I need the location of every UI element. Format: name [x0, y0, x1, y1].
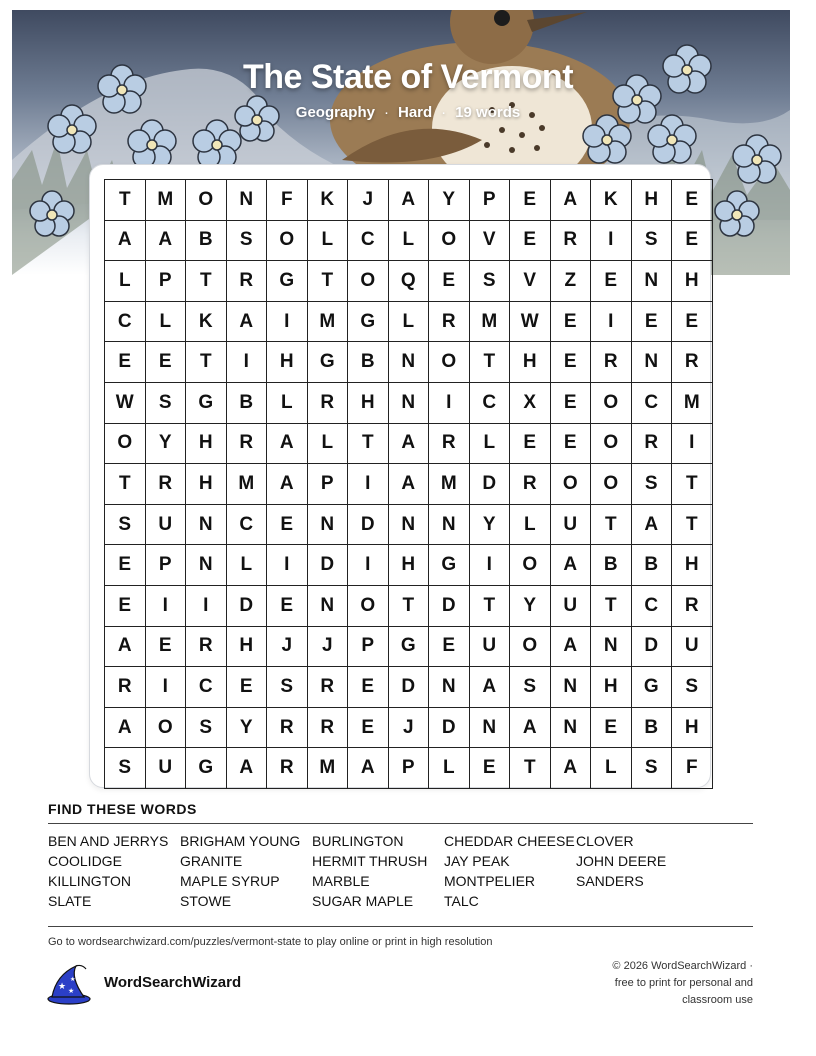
grid-cell[interactable]: I: [186, 585, 227, 626]
grid-cell[interactable]: D: [631, 626, 672, 667]
word-list-item: JAY PEAK: [444, 853, 510, 869]
grid-cell[interactable]: P: [145, 545, 186, 586]
svg-text:★: ★: [70, 976, 76, 983]
word-list-item: STOWE: [180, 893, 232, 909]
grid-cell[interactable]: L: [105, 261, 146, 302]
grid-row: [105, 301, 713, 342]
grid-cell[interactable]: S: [267, 667, 308, 708]
grid-cell[interactable]: G: [429, 545, 470, 586]
grid-cell[interactable]: N: [469, 707, 510, 748]
grid-cell[interactable]: J: [267, 626, 308, 667]
difficulty-label: Hard: [397, 104, 433, 121]
grid-cell[interactable]: H: [267, 342, 308, 383]
grid-cell[interactable]: E: [591, 261, 632, 302]
word-list-heading: FIND THESE WORDS: [48, 801, 197, 817]
grid-cell[interactable]: T: [388, 585, 429, 626]
grid-cell[interactable]: A: [226, 748, 267, 789]
grid-cell[interactable]: D: [307, 545, 348, 586]
grid-cell[interactable]: R: [186, 626, 227, 667]
grid-cell[interactable]: W: [510, 301, 551, 342]
grid-cell[interactable]: T: [348, 423, 389, 464]
grid-cell[interactable]: L: [145, 301, 186, 342]
grid-cell[interactable]: G: [307, 342, 348, 383]
grid-cell[interactable]: R: [105, 667, 146, 708]
grid-cell[interactable]: R: [591, 342, 632, 383]
grid-cell[interactable]: L: [388, 220, 429, 261]
grid-row: [105, 504, 713, 545]
grid-cell[interactable]: R: [267, 748, 308, 789]
grid-cell[interactable]: B: [348, 342, 389, 383]
grid-cell[interactable]: B: [631, 707, 672, 748]
word-list-item: SANDERS: [576, 873, 644, 889]
grid-cell[interactable]: W: [105, 382, 146, 423]
grid-cell[interactable]: A: [469, 667, 510, 708]
grid-row: [105, 180, 713, 221]
grid-cell[interactable]: E: [550, 382, 591, 423]
grid-cell[interactable]: O: [429, 342, 470, 383]
grid-cell[interactable]: A: [388, 180, 429, 221]
grid-cell[interactable]: N: [631, 342, 672, 383]
grid-cell[interactable]: I: [145, 585, 186, 626]
grid-row: [105, 707, 713, 748]
grid-cell[interactable]: R: [307, 382, 348, 423]
grid-cell[interactable]: N: [388, 504, 429, 545]
grid-cell[interactable]: E: [672, 301, 713, 342]
grid-cell[interactable]: E: [429, 261, 470, 302]
grid-cell[interactable]: J: [348, 180, 389, 221]
grid-cell[interactable]: N: [429, 667, 470, 708]
grid-cell[interactable]: O: [105, 423, 146, 464]
grid-cell[interactable]: E: [267, 585, 308, 626]
grid-cell[interactable]: S: [510, 667, 551, 708]
word-list-item: MARBLE: [312, 873, 370, 889]
grid-cell[interactable]: U: [672, 626, 713, 667]
word-list-item: BURLINGTON: [312, 833, 404, 849]
word-list-item: MAPLE SYRUP: [180, 873, 280, 889]
grid-cell[interactable]: S: [145, 382, 186, 423]
grid-cell[interactable]: M: [429, 464, 470, 505]
grid-cell[interactable]: U: [550, 585, 591, 626]
grid-cell[interactable]: R: [550, 220, 591, 261]
grid-cell[interactable]: P: [469, 180, 510, 221]
grid-cell[interactable]: M: [672, 382, 713, 423]
grid-cell[interactable]: C: [631, 382, 672, 423]
grid-cell[interactable]: L: [591, 748, 632, 789]
grid-cell[interactable]: Y: [429, 180, 470, 221]
grid-cell[interactable]: F: [672, 748, 713, 789]
grid-cell[interactable]: R: [672, 342, 713, 383]
grid-cell[interactable]: E: [348, 707, 389, 748]
grid-cell[interactable]: O: [591, 382, 632, 423]
word-list-item: SUGAR MAPLE: [312, 893, 414, 909]
grid-cell[interactable]: D: [388, 667, 429, 708]
grid-cell[interactable]: A: [267, 464, 308, 505]
grid-cell[interactable]: P: [388, 748, 429, 789]
grid-cell[interactable]: C: [186, 667, 227, 708]
grid-cell[interactable]: H: [348, 382, 389, 423]
grid-cell[interactable]: E: [429, 626, 470, 667]
grid-row: [105, 423, 713, 464]
word-list-item: JOHN DEERE: [576, 853, 667, 869]
grid-cell[interactable]: X: [510, 382, 551, 423]
grid-cell[interactable]: V: [469, 220, 510, 261]
grid-cell[interactable]: E: [469, 748, 510, 789]
copyright-notice: [553, 958, 753, 1009]
grid-cell[interactable]: N: [307, 585, 348, 626]
grid-row: [105, 342, 713, 383]
grid-cell[interactable]: H: [631, 180, 672, 221]
grid-cell[interactable]: P: [145, 261, 186, 302]
grid-cell[interactable]: O: [429, 220, 470, 261]
grid-cell[interactable]: R: [226, 423, 267, 464]
grid-cell[interactable]: N: [226, 180, 267, 221]
grid-cell[interactable]: G: [186, 382, 227, 423]
grid-cell[interactable]: B: [226, 382, 267, 423]
grid-cell[interactable]: O: [348, 585, 389, 626]
grid-cell[interactable]: H: [672, 261, 713, 302]
grid-cell[interactable]: A: [105, 220, 146, 261]
grid-cell[interactable]: E: [510, 220, 551, 261]
grid-cell[interactable]: I: [591, 220, 632, 261]
grid-cell[interactable]: L: [267, 382, 308, 423]
grid-cell[interactable]: D: [469, 464, 510, 505]
grid-cell[interactable]: A: [550, 545, 591, 586]
grid-cell[interactable]: C: [105, 301, 146, 342]
grid-cell[interactable]: C: [631, 585, 672, 626]
grid-cell[interactable]: M: [307, 301, 348, 342]
grid-cell[interactable]: N: [186, 504, 227, 545]
grid-cell[interactable]: E: [267, 504, 308, 545]
grid-cell[interactable]: E: [510, 180, 551, 221]
grid-cell[interactable]: A: [510, 707, 551, 748]
svg-text:★: ★: [58, 982, 67, 992]
grid-cell[interactable]: L: [469, 423, 510, 464]
word-count-label: 19 words: [455, 104, 521, 121]
wizard-hat-icon: [46, 963, 92, 1005]
grid-cell[interactable]: E: [105, 585, 146, 626]
copyright-line: classroom use: [682, 994, 753, 1006]
grid-cell[interactable]: G: [348, 301, 389, 342]
grid-cell[interactable]: T: [469, 342, 510, 383]
grid-cell[interactable]: J: [388, 707, 429, 748]
grid-cell[interactable]: O: [510, 626, 551, 667]
grid-cell[interactable]: L: [307, 423, 348, 464]
grid-cell[interactable]: B: [631, 545, 672, 586]
grid-cell[interactable]: U: [145, 748, 186, 789]
word-list-item: BEN AND JERRYS: [48, 833, 169, 849]
grid-cell[interactable]: H: [226, 626, 267, 667]
word-list-item: COOLIDGE: [48, 853, 122, 869]
grid-cell[interactable]: K: [307, 180, 348, 221]
grid-cell[interactable]: R: [429, 423, 470, 464]
grid-cell[interactable]: T: [591, 585, 632, 626]
grid-cell[interactable]: I: [348, 464, 389, 505]
grid-cell[interactable]: A: [550, 180, 591, 221]
grid-cell[interactable]: S: [186, 707, 227, 748]
grid-cell[interactable]: S: [631, 220, 672, 261]
grid-cell[interactable]: K: [591, 180, 632, 221]
grid-cell[interactable]: O: [591, 464, 632, 505]
grid-row: [105, 464, 713, 505]
grid-cell[interactable]: O: [510, 545, 551, 586]
grid-cell[interactable]: Y: [145, 423, 186, 464]
separator-dot: ·: [383, 104, 389, 121]
grid-cell[interactable]: R: [267, 707, 308, 748]
grid-cell[interactable]: H: [186, 423, 227, 464]
grid-cell[interactable]: E: [226, 667, 267, 708]
grid-cell[interactable]: H: [672, 545, 713, 586]
grid-cell[interactable]: I: [672, 423, 713, 464]
word-list-item: GRANITE: [180, 853, 243, 869]
grid-cell[interactable]: R: [631, 423, 672, 464]
grid-cell[interactable]: A: [105, 707, 146, 748]
grid-cell[interactable]: C: [469, 382, 510, 423]
grid-row: [105, 585, 713, 626]
grid-cell[interactable]: I: [267, 545, 308, 586]
grid-row: [105, 261, 713, 302]
grid-cell[interactable]: Q: [388, 261, 429, 302]
grid-cell[interactable]: H: [186, 464, 227, 505]
grid-cell[interactable]: E: [672, 180, 713, 221]
grid-cell[interactable]: V: [510, 261, 551, 302]
word-list-item: SLATE: [48, 893, 92, 909]
grid-cell[interactable]: A: [267, 423, 308, 464]
grid-cell[interactable]: L: [429, 748, 470, 789]
grid-cell[interactable]: A: [226, 301, 267, 342]
grid-cell[interactable]: E: [348, 667, 389, 708]
grid-row: [105, 748, 713, 789]
grid-cell[interactable]: T: [105, 180, 146, 221]
play-online-link[interactable]: Go to wordsearchwizard.com/puzzles/vermont-state to play online or print in high resolution: [48, 936, 493, 948]
grid-row: [105, 626, 713, 667]
grid-cell[interactable]: N: [186, 545, 227, 586]
grid-cell[interactable]: A: [388, 423, 429, 464]
grid-cell[interactable]: S: [105, 504, 146, 545]
grid-cell[interactable]: S: [631, 748, 672, 789]
grid-cell[interactable]: R: [307, 667, 348, 708]
grid-cell[interactable]: A: [550, 748, 591, 789]
grid-cell[interactable]: T: [510, 748, 551, 789]
grid-cell[interactable]: D: [429, 585, 470, 626]
grid-cell[interactable]: G: [267, 261, 308, 302]
grid-cell[interactable]: L: [307, 220, 348, 261]
grid-cell[interactable]: F: [267, 180, 308, 221]
grid-cell[interactable]: R: [510, 464, 551, 505]
grid-cell[interactable]: S: [631, 464, 672, 505]
letter-grid: [104, 179, 713, 789]
grid-cell[interactable]: Y: [510, 585, 551, 626]
grid-cell[interactable]: E: [105, 342, 146, 383]
grid-cell[interactable]: R: [672, 585, 713, 626]
grid-cell[interactable]: J: [307, 626, 348, 667]
grid-cell[interactable]: H: [672, 707, 713, 748]
grid-cell[interactable]: I: [348, 545, 389, 586]
grid-cell[interactable]: N: [550, 667, 591, 708]
grid-row: [105, 545, 713, 586]
grid-cell[interactable]: E: [631, 301, 672, 342]
copyright-line: free to print for personal and: [614, 977, 753, 989]
grid-cell[interactable]: E: [145, 342, 186, 383]
grid-cell[interactable]: E: [145, 626, 186, 667]
grid-cell[interactable]: T: [469, 585, 510, 626]
grid-cell[interactable]: E: [510, 423, 551, 464]
grid-cell[interactable]: T: [186, 342, 227, 383]
grid-cell[interactable]: R: [226, 261, 267, 302]
grid-cell[interactable]: A: [348, 748, 389, 789]
grid-cell[interactable]: G: [388, 626, 429, 667]
word-list-item: MONTPELIER: [444, 873, 536, 889]
grid-row: [105, 667, 713, 708]
grid-cell[interactable]: Y: [226, 707, 267, 748]
grid-cell[interactable]: S: [469, 261, 510, 302]
grid-cell[interactable]: N: [388, 342, 429, 383]
grid-cell[interactable]: Z: [550, 261, 591, 302]
grid-cell[interactable]: N: [429, 504, 470, 545]
grid-cell[interactable]: D: [226, 585, 267, 626]
grid-cell[interactable]: M: [145, 180, 186, 221]
grid-cell[interactable]: E: [550, 342, 591, 383]
separator-dot: ·: [441, 104, 447, 121]
grid-cell[interactable]: E: [105, 545, 146, 586]
puzzle-title: The State of Vermont: [242, 58, 574, 96]
grid-cell[interactable]: O: [186, 180, 227, 221]
word-list-item: KILLINGTON: [48, 873, 131, 889]
grid-cell[interactable]: N: [550, 707, 591, 748]
grid-row: [105, 382, 713, 423]
grid-cell[interactable]: C: [348, 220, 389, 261]
grid-cell[interactable]: Y: [469, 504, 510, 545]
grid-cell[interactable]: A: [145, 220, 186, 261]
grid-cell[interactable]: G: [631, 667, 672, 708]
divider: [48, 823, 753, 824]
grid-cell[interactable]: L: [388, 301, 429, 342]
grid-cell[interactable]: I: [267, 301, 308, 342]
grid-cell[interactable]: B: [591, 545, 632, 586]
grid-cell[interactable]: L: [226, 545, 267, 586]
grid-cell[interactable]: D: [429, 707, 470, 748]
grid-cell[interactable]: K: [186, 301, 227, 342]
grid-cell[interactable]: T: [307, 261, 348, 302]
grid-cell[interactable]: A: [550, 626, 591, 667]
grid-cell[interactable]: M: [469, 301, 510, 342]
grid-cell[interactable]: O: [550, 464, 591, 505]
grid-cell[interactable]: T: [591, 504, 632, 545]
grid-cell[interactable]: S: [105, 748, 146, 789]
grid-cell[interactable]: T: [672, 504, 713, 545]
grid-cell[interactable]: B: [186, 220, 227, 261]
word-list-item: CHEDDAR CHEESE: [444, 833, 575, 849]
grid-cell[interactable]: R: [429, 301, 470, 342]
grid-cell[interactable]: R: [307, 707, 348, 748]
copyright-line: © 2026 WordSearchWizard ·: [612, 960, 753, 972]
grid-cell[interactable]: C: [226, 504, 267, 545]
grid-cell[interactable]: U: [469, 626, 510, 667]
grid-cell[interactable]: P: [348, 626, 389, 667]
grid-cell[interactable]: O: [145, 707, 186, 748]
grid-cell[interactable]: I: [591, 301, 632, 342]
grid-cell[interactable]: R: [145, 464, 186, 505]
word-list-item: BRIGHAM YOUNG: [180, 833, 301, 849]
grid-cell[interactable]: U: [145, 504, 186, 545]
grid-cell[interactable]: I: [145, 667, 186, 708]
category-label: Geography: [295, 104, 375, 121]
grid-cell[interactable]: U: [550, 504, 591, 545]
word-list-item: CLOVER: [576, 833, 634, 849]
grid-cell[interactable]: T: [186, 261, 227, 302]
grid-cell[interactable]: S: [672, 667, 713, 708]
grid-cell[interactable]: D: [348, 504, 389, 545]
grid-cell[interactable]: L: [510, 504, 551, 545]
grid-cell[interactable]: E: [550, 301, 591, 342]
grid-cell[interactable]: N: [388, 382, 429, 423]
grid-cell[interactable]: G: [186, 748, 227, 789]
svg-text:★: ★: [68, 987, 75, 995]
grid-cell[interactable]: H: [510, 342, 551, 383]
grid-cell[interactable]: E: [591, 707, 632, 748]
grid-cell[interactable]: O: [591, 423, 632, 464]
grid-cell[interactable]: T: [672, 464, 713, 505]
grid-cell[interactable]: A: [105, 626, 146, 667]
brand-name: WordSearchWizard: [104, 974, 242, 991]
grid-cell[interactable]: M: [307, 748, 348, 789]
grid-cell[interactable]: A: [631, 504, 672, 545]
word-list-item: TALC: [444, 893, 479, 909]
grid-cell[interactable]: N: [631, 261, 672, 302]
grid-cell[interactable]: T: [105, 464, 146, 505]
grid-cell[interactable]: H: [591, 667, 632, 708]
grid-cell[interactable]: E: [550, 423, 591, 464]
grid-cell[interactable]: S: [226, 220, 267, 261]
grid-cell[interactable]: N: [591, 626, 632, 667]
grid-cell[interactable]: M: [226, 464, 267, 505]
grid-cell[interactable]: H: [388, 545, 429, 586]
puzzle-meta: [0, 104, 816, 121]
divider: [48, 926, 753, 927]
grid-cell[interactable]: I: [226, 342, 267, 383]
grid-cell[interactable]: O: [348, 261, 389, 302]
grid-cell[interactable]: O: [267, 220, 308, 261]
grid-cell[interactable]: I: [429, 382, 470, 423]
grid-cell[interactable]: A: [388, 464, 429, 505]
grid-cell[interactable]: I: [469, 545, 510, 586]
grid-cell[interactable]: E: [672, 220, 713, 261]
grid-cell[interactable]: N: [307, 504, 348, 545]
grid-cell[interactable]: P: [307, 464, 348, 505]
grid-row: [105, 220, 713, 261]
word-list-item: HERMIT THRUSH: [312, 853, 428, 869]
